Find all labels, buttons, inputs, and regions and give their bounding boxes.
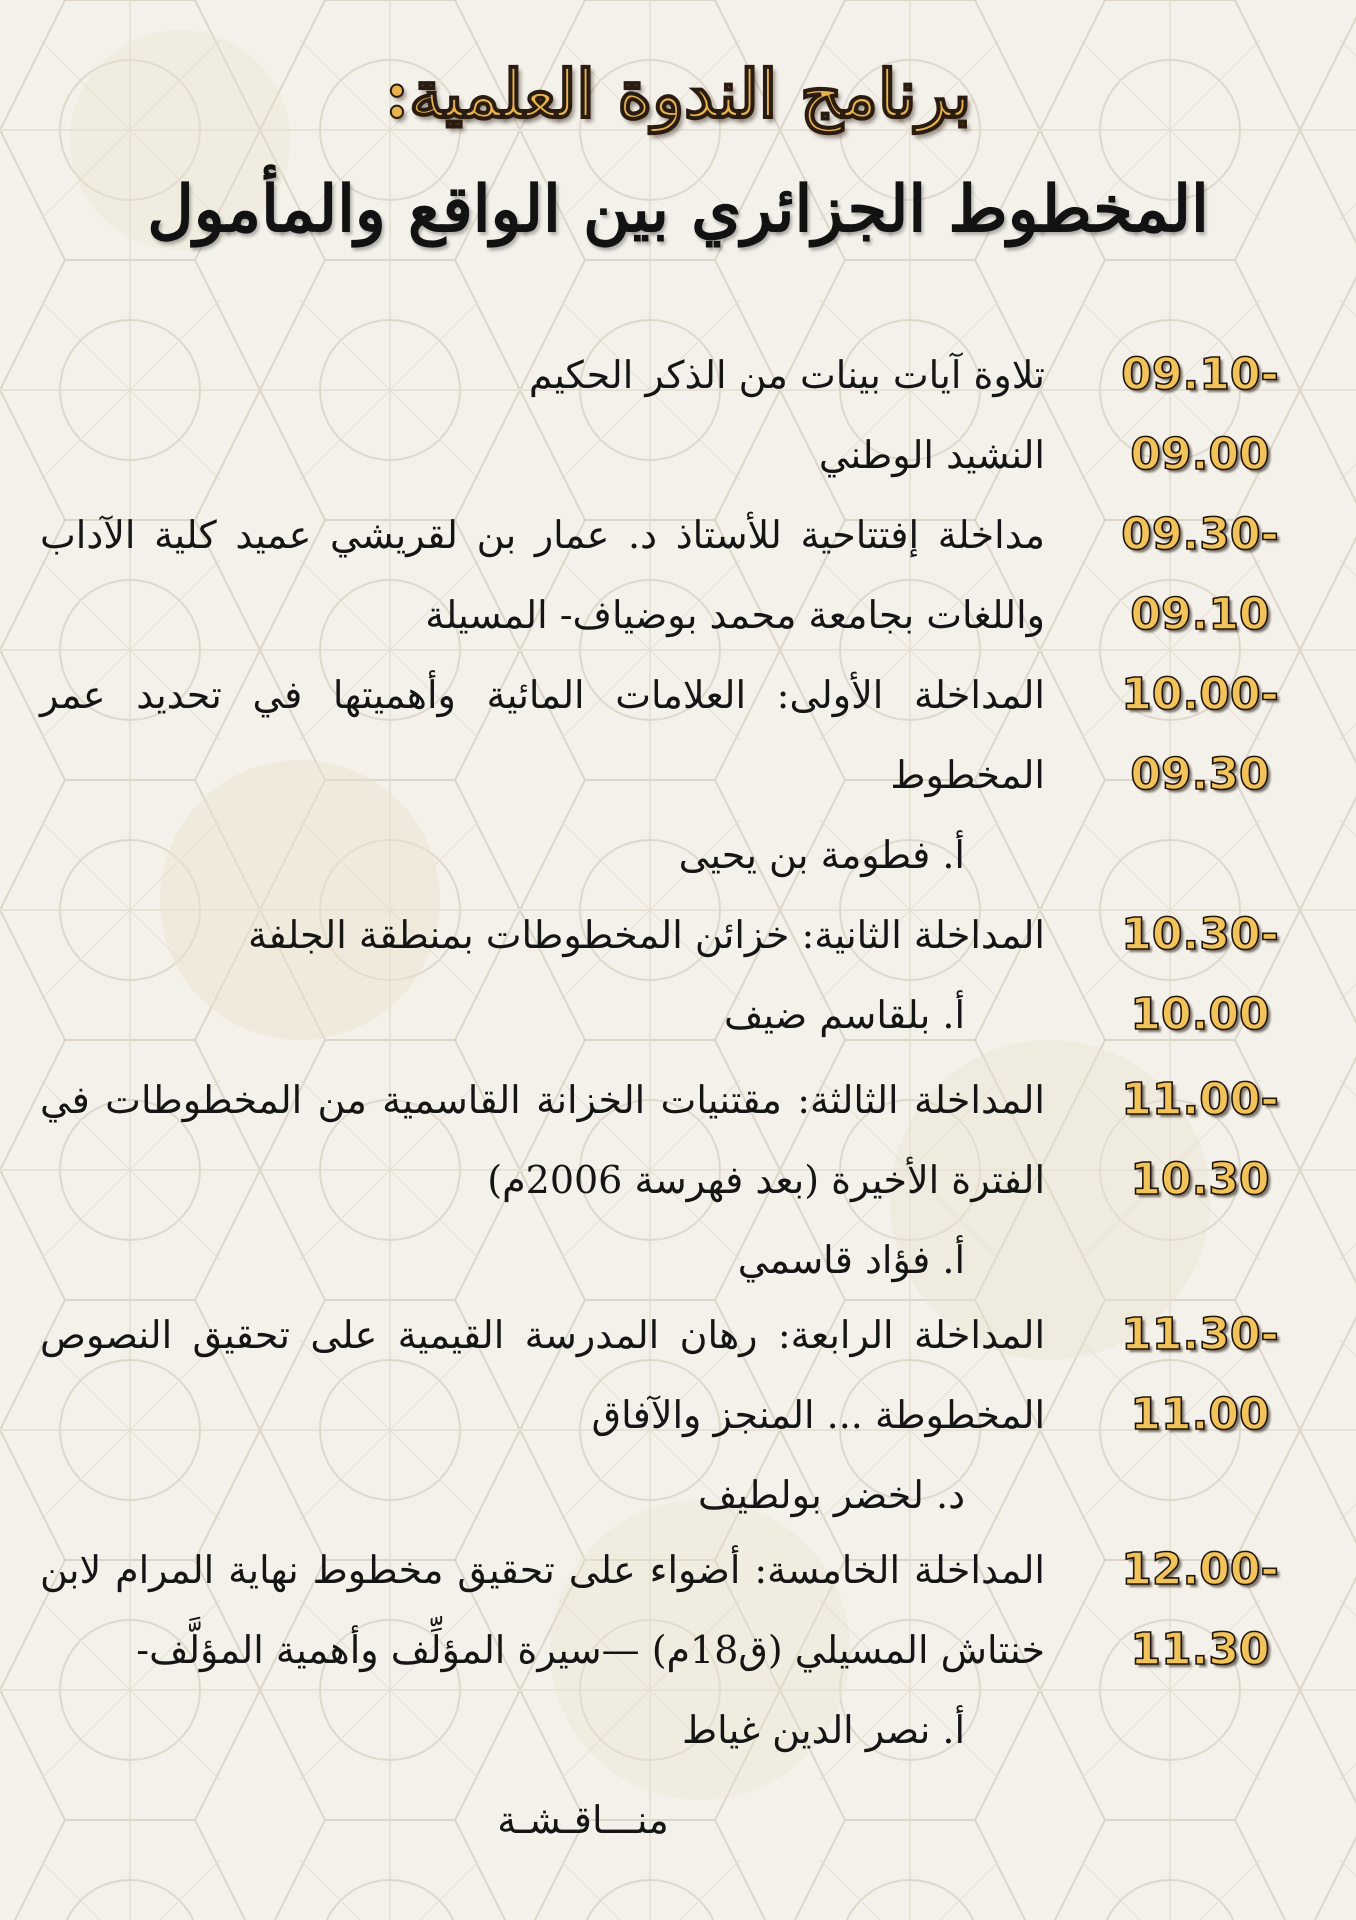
session-description: [40, 1060, 1045, 1300]
session-description: [40, 1530, 1045, 1770]
session-title: المداخلة الأولى: العلامات المائية وأهميتها في تحديد عمر المخطوط: [40, 673, 1045, 797]
time-slot: 10.00-09.30: [1121, 669, 1279, 800]
seminar-subtitle: المخطوط الجزائري بين الواقع والمأمول: [147, 172, 1209, 247]
speaker-name: أ. نصر الدين غياط: [681, 1708, 965, 1752]
session-title: المداخلة الخامسة: أضواء على تحقيق مخطوط نهاية المرام لابن خنتاش المسيلي (ق18م) —سيرة المؤلِّف وأهمية المؤلَّف-: [40, 1548, 1045, 1672]
discussion-label: منـــاقـشـة: [497, 1798, 669, 1842]
speaker-name: أ. فطومة بن يحيى: [678, 833, 965, 877]
time-slot: 09.30-09.10: [1121, 509, 1279, 640]
session-description: [40, 1295, 1045, 1535]
session-title: المداخلة الثالثة: مقتنيات الخزانة القاسمية من المخطوطات في الفترة الأخيرة (بعد فهرسة 2006م): [40, 1078, 1045, 1202]
session-description: مداخلة إفتتاحية للأستاذ د. عمار بن لقريشي عميد كلية الآداب واللغات بجامعة محمد بوضياف- المسيلة: [40, 513, 1045, 637]
session-title: المداخلة الرابعة: رهان المدرسة القيمية على تحقيق النصوص المخطوطة ... المنجز والآفاق: [40, 1313, 1045, 1437]
session-description: [40, 895, 1045, 1055]
speaker-name: د. لخضر بولطيف: [698, 1473, 965, 1517]
session-description: [40, 655, 1045, 895]
time-slot: 12.00-11.30: [1121, 1544, 1279, 1675]
national-anthem: النشيد الوطني: [818, 433, 1045, 477]
speaker-name: أ. فؤاد قاسمي: [737, 1238, 965, 1282]
time-slot: 09.10-09.00: [1121, 349, 1279, 480]
session-description: تلاوة آيات بينات من الذكر الحكيم: [528, 353, 1045, 397]
time-slot: 11.00-10.30: [1121, 1074, 1279, 1205]
session-title: المداخلة الثانية: خزائن المخطوطات بمنطقة الجلفة: [247, 913, 1045, 957]
program-title: برنامج الندوة العلمية:: [384, 55, 972, 133]
speaker-name: أ. بلقاسم ضيف: [724, 993, 965, 1037]
time-slot: 11.30-11.00: [1121, 1309, 1279, 1440]
time-slot: 10.30-10.00: [1121, 909, 1279, 1040]
